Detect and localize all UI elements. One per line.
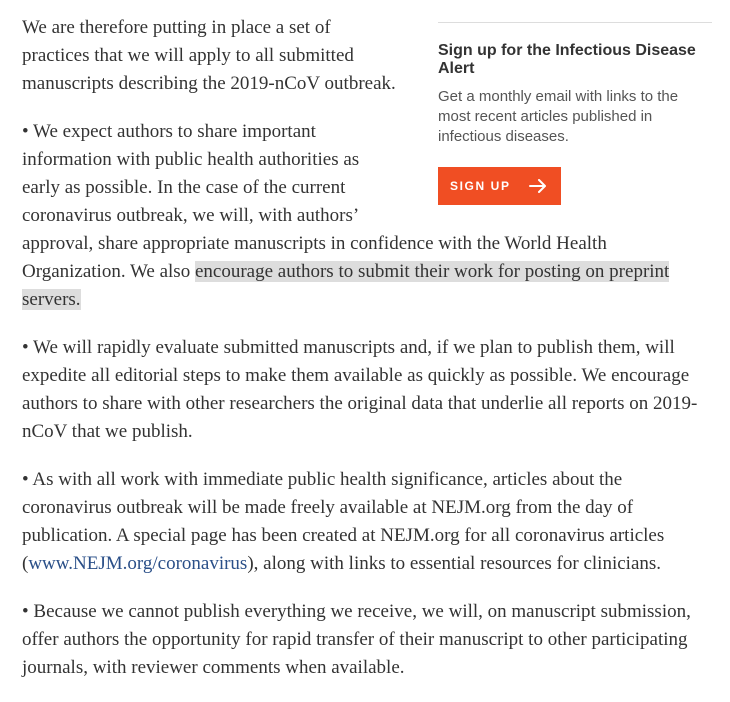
article-body [22, 14, 712, 702]
bullet-paragraph-manuscript-transfer: • Because we cannot publish everything we receive, we will, on manuscript submission, offer authors the opportunity for rapid transfer of their manuscript to other participating journals, with reviewer comments when available. [22, 601, 691, 678]
newsletter-promo [438, 22, 712, 214]
bullet-paragraph-free-access [22, 466, 712, 578]
bullet1-text: • We expect authors to share important information with public health authorities as early as possible. In the case of the current coronavirus outbreak, we will, with authors’ approval, share appropriate manuscripts in confidence with the World Health Organization. We also [22, 121, 607, 282]
bullet3-text-before: • As with all work with immediate public health significance, articles about the coronavirus outbreak will be made freely available at NEJM.org from the day of publication. A special page has been created at NEJM.org for all coronavirus articles ( [22, 469, 665, 574]
bullet-paragraph-rapid-evaluation: • We will rapidly evaluate submitted manuscripts and, if we plan to publish them, will expedite all editorial steps to make them available as quickly as possible. We encourage authors to share with other researchers the original data that underlie all reports on 2019-nCoV that we publish. [22, 337, 698, 442]
promo-description: Get a monthly email with links to the most recent articles published in infectious diseases. [438, 88, 679, 145]
coronavirus-page-link[interactable]: www.NEJM.org/coronavirus [28, 553, 248, 574]
highlighted-text[interactable]: encourage authors to submit their work for posting on preprint servers. [22, 261, 670, 310]
arrow-right-icon [529, 179, 547, 193]
signup-button[interactable] [438, 167, 561, 205]
intro-paragraph: We are therefore putting in place a set of practices that we will apply to all submitted manuscripts describing the 2019-nCoV outbreak. [22, 17, 396, 94]
signup-button-label: SIGN UP [450, 179, 511, 193]
promo-title: Sign up for the Infectious Disease Alert [438, 42, 696, 77]
bullet3-text-after: ), along with links to essential resources for clinicians. [247, 553, 662, 574]
